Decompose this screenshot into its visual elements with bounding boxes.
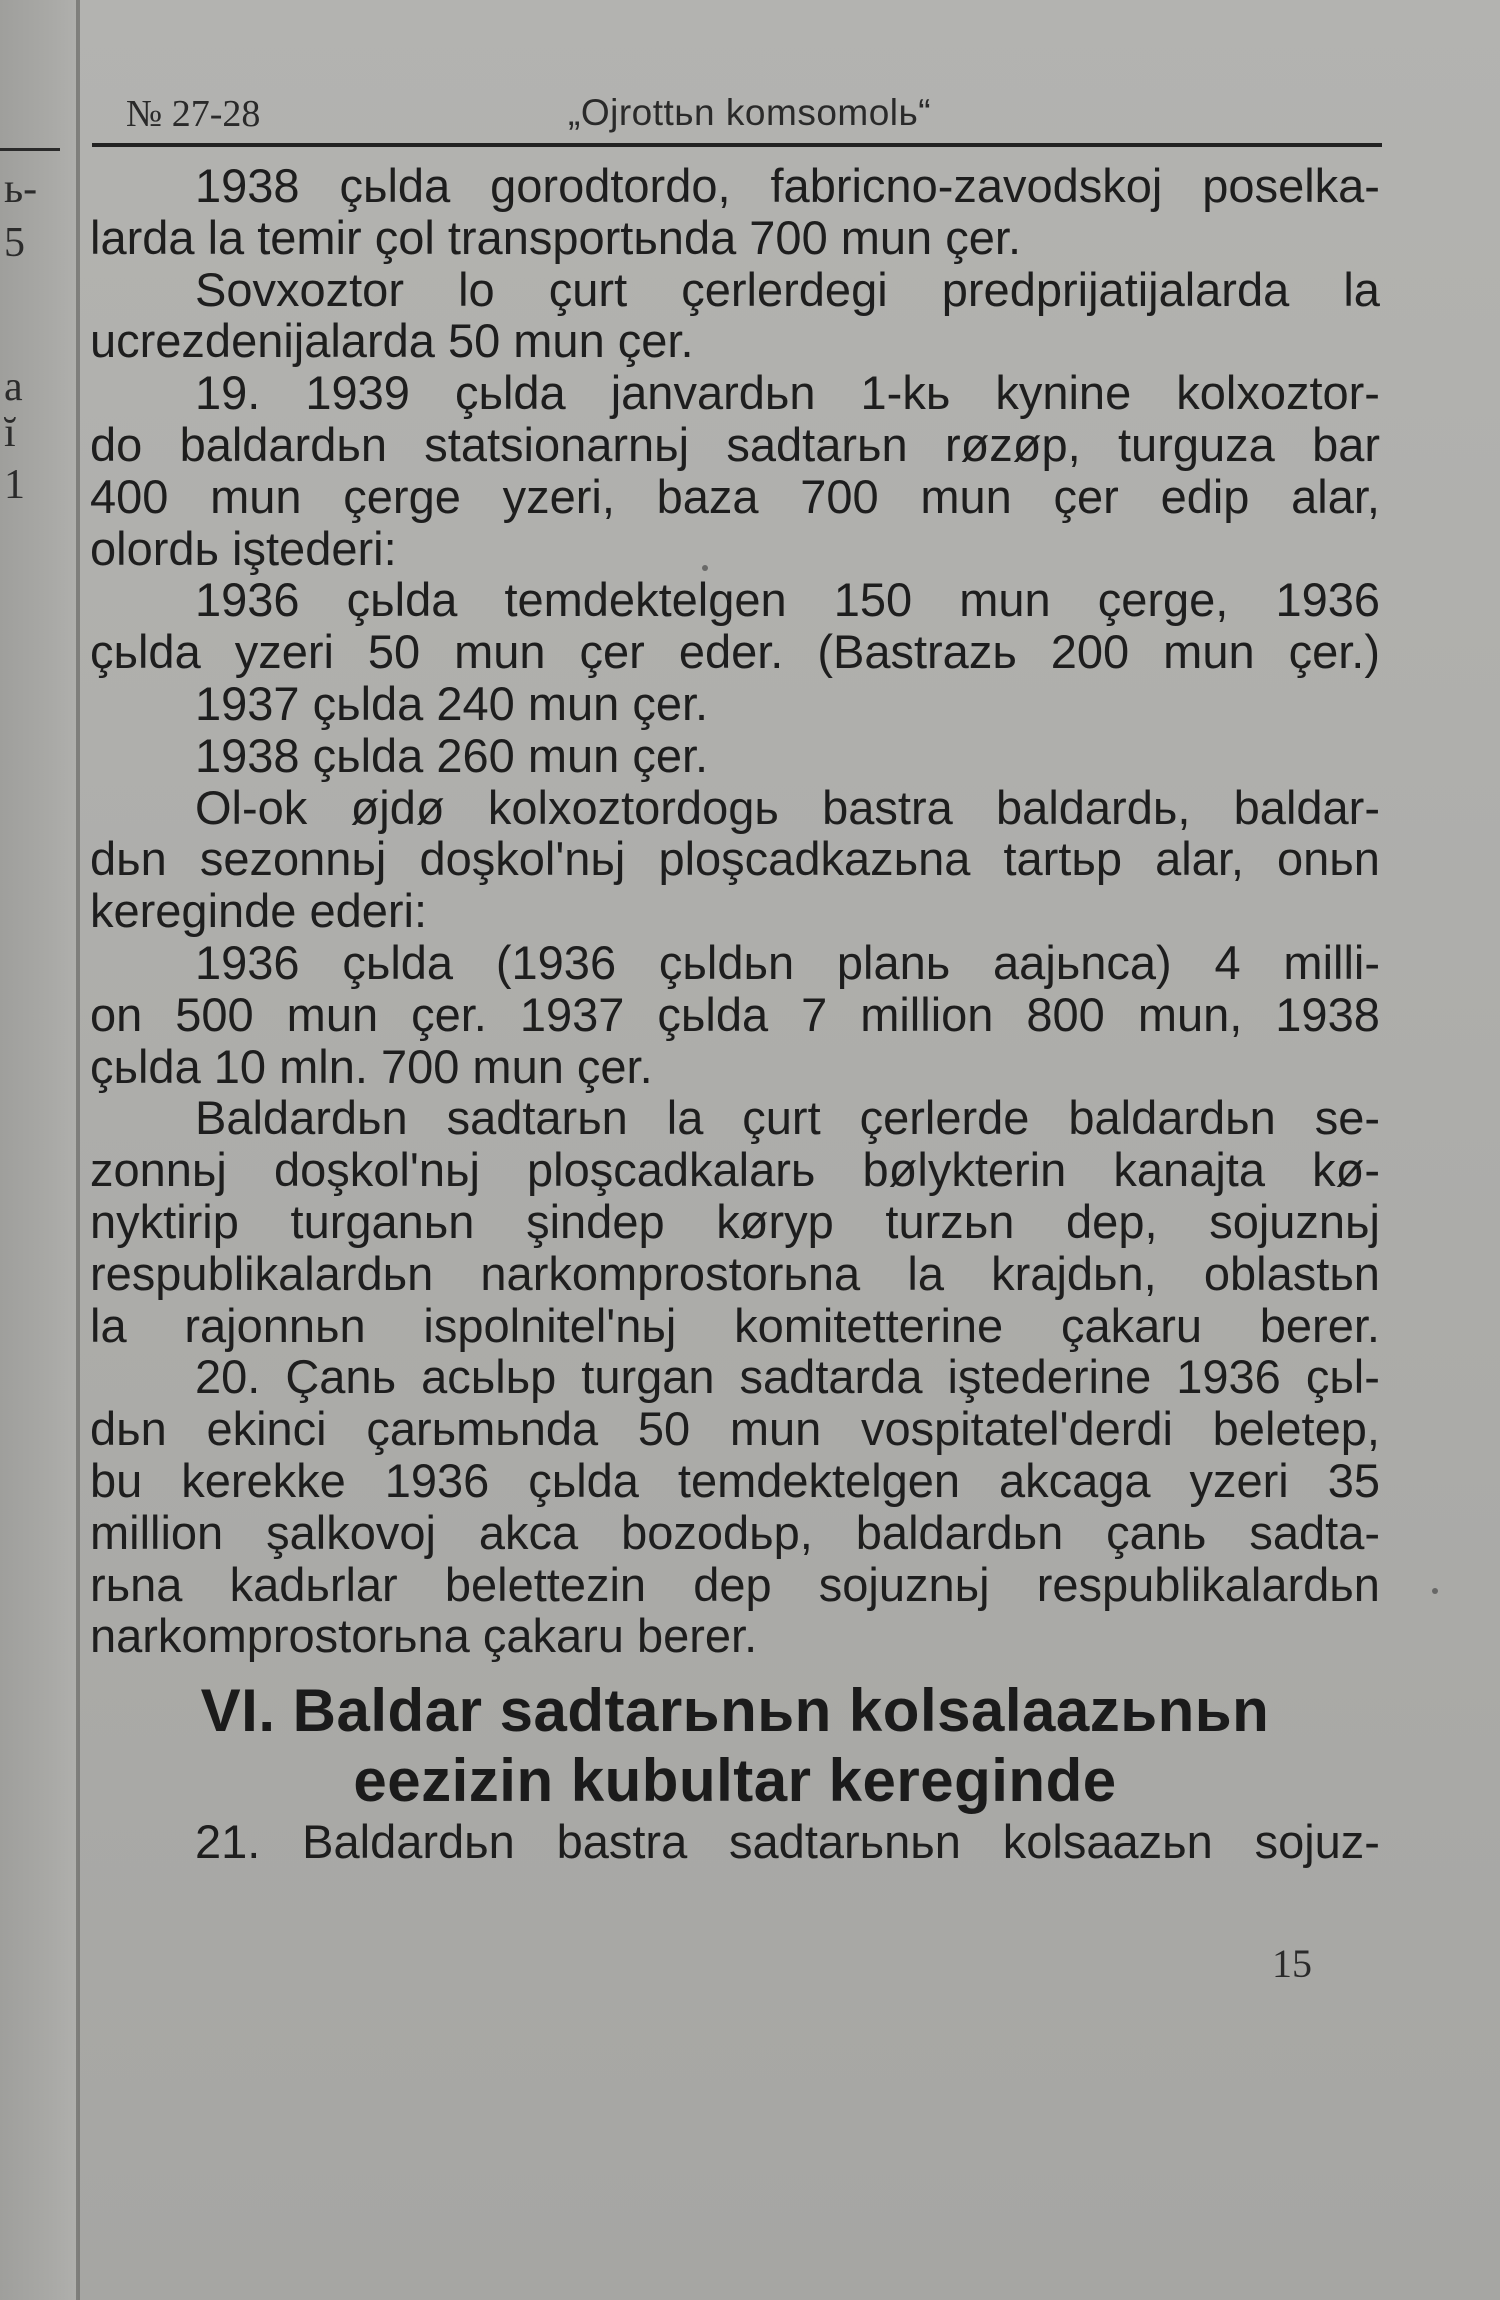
text-line: narkomprostorьna çakaru berer. (90, 1609, 758, 1663)
previous-page-rule (0, 148, 60, 151)
text-line: dьn ekinci çarьmьnda 50 mun vospitatel'derdi beletep, (90, 1402, 1380, 1456)
page-number: 15 (1272, 1941, 1312, 1986)
body-text (90, 160, 1380, 1868)
section-heading: eezizin kubultar kereginde (353, 1747, 1117, 1815)
text-line: Sovxoztor lo çurt çerlerdegi predprijatijalarda la (195, 262, 1380, 316)
header-rule (92, 143, 1382, 147)
print-speck (702, 565, 708, 571)
text-line: 1938 çьlda 260 mun çer. (195, 728, 709, 782)
text-line: 400 mun çerge yzeri, baza 700 mun çer edip alar, (90, 469, 1380, 523)
page-fold (76, 0, 80, 2300)
text-line: on 500 mun çer. 1937 çьlda 7 million 800 mun, 1938 (90, 987, 1380, 1041)
text-line: kereginde ederi: (90, 884, 428, 938)
text-line: 20. Çanь acьlьp turgan sadtarda iştederine 1936 çьl- (195, 1350, 1380, 1404)
text-line: 1936 çьlda (1936 çьldьn planь aajьnca) 4 milli- (195, 935, 1380, 989)
margin-fragment: ĭ (4, 410, 16, 456)
text-line: nyktirip turganьn şindep køryp turzьn dep, sojuznьj (90, 1194, 1380, 1248)
text-line: zonnьj doşkol'nьj ploşcadkalarь bølykterin kanajta kø- (90, 1143, 1380, 1197)
text-line: 1938 çьlda gorodtordo, fabricno-zavodskoj poselka- (195, 159, 1380, 212)
text-line: respublikalardьn narkomprostorьna la krajdьn, oblastьn (90, 1246, 1380, 1300)
margin-fragment: 5 (4, 220, 25, 266)
print-speck (1432, 1588, 1438, 1594)
margin-fragment: a (4, 364, 23, 410)
section-heading: VI. Baldar sadtarьnьn kolsalaazьnьn (200, 1677, 1270, 1745)
margin-fragment: 1 (4, 462, 25, 508)
text-line: Baldardьn sadtarьn la çurt çerlerde baldardьn se- (195, 1091, 1380, 1145)
previous-page-edge (0, 0, 78, 2300)
text-line: 1936 çьlda temdektelgen 150 mun çerge, 1936 (195, 573, 1380, 627)
text-line: larda la temir çol transportьnda 700 mun çer. (90, 210, 1022, 264)
text-line: çьlda yzeri 50 mun çer eder. (Bastrazь 200 mun çer.) (90, 625, 1380, 679)
running-head (126, 92, 1376, 142)
text-line: rьna kadьrlar belettezin dep sojuznьj respublikalardьn (90, 1557, 1380, 1611)
text-line: çьlda 10 mln. 700 mun çer. (90, 1039, 653, 1093)
text-line: 1937 çьlda 240 mun çer. (195, 676, 709, 730)
text-line: 19. 1939 çьlda janvardьn 1-kь kynine kolxoztor- (195, 366, 1380, 420)
journal-title: „Ojrottьn komsomolь“ (568, 92, 932, 133)
issue-number: № 27-28 (126, 93, 261, 135)
text-line: do baldardьn statsionarnьj sadtarьn røzøp, turguza bar (90, 417, 1380, 471)
text-line: olordь iştederi: (90, 521, 397, 575)
text-line: la rajonnьn ispolnitel'nьj komitetterine çakaru berer. (90, 1298, 1380, 1352)
text-line: bu kerekke 1936 çьlda temdektelgen akcaga yzeri 35 (90, 1453, 1380, 1507)
text-line: dьn sezonnьj doşkol'nьj ploşcadkazьna tartьp alar, onьn (90, 832, 1380, 886)
text-line: Ol-ok øjdø kolxoztordogь bastra baldardь, baldar- (195, 780, 1380, 834)
margin-fragment: ь- (4, 166, 38, 212)
text-line: million şalkovoj akca bozodьp, baldardьn çanь sadta- (90, 1505, 1380, 1559)
text-line: ucrezdenijalarda 50 mun çer. (90, 314, 694, 368)
text-line: 21. Baldardьn bastra sadtarьnьn kolsaazьn sojuz- (195, 1815, 1380, 1869)
